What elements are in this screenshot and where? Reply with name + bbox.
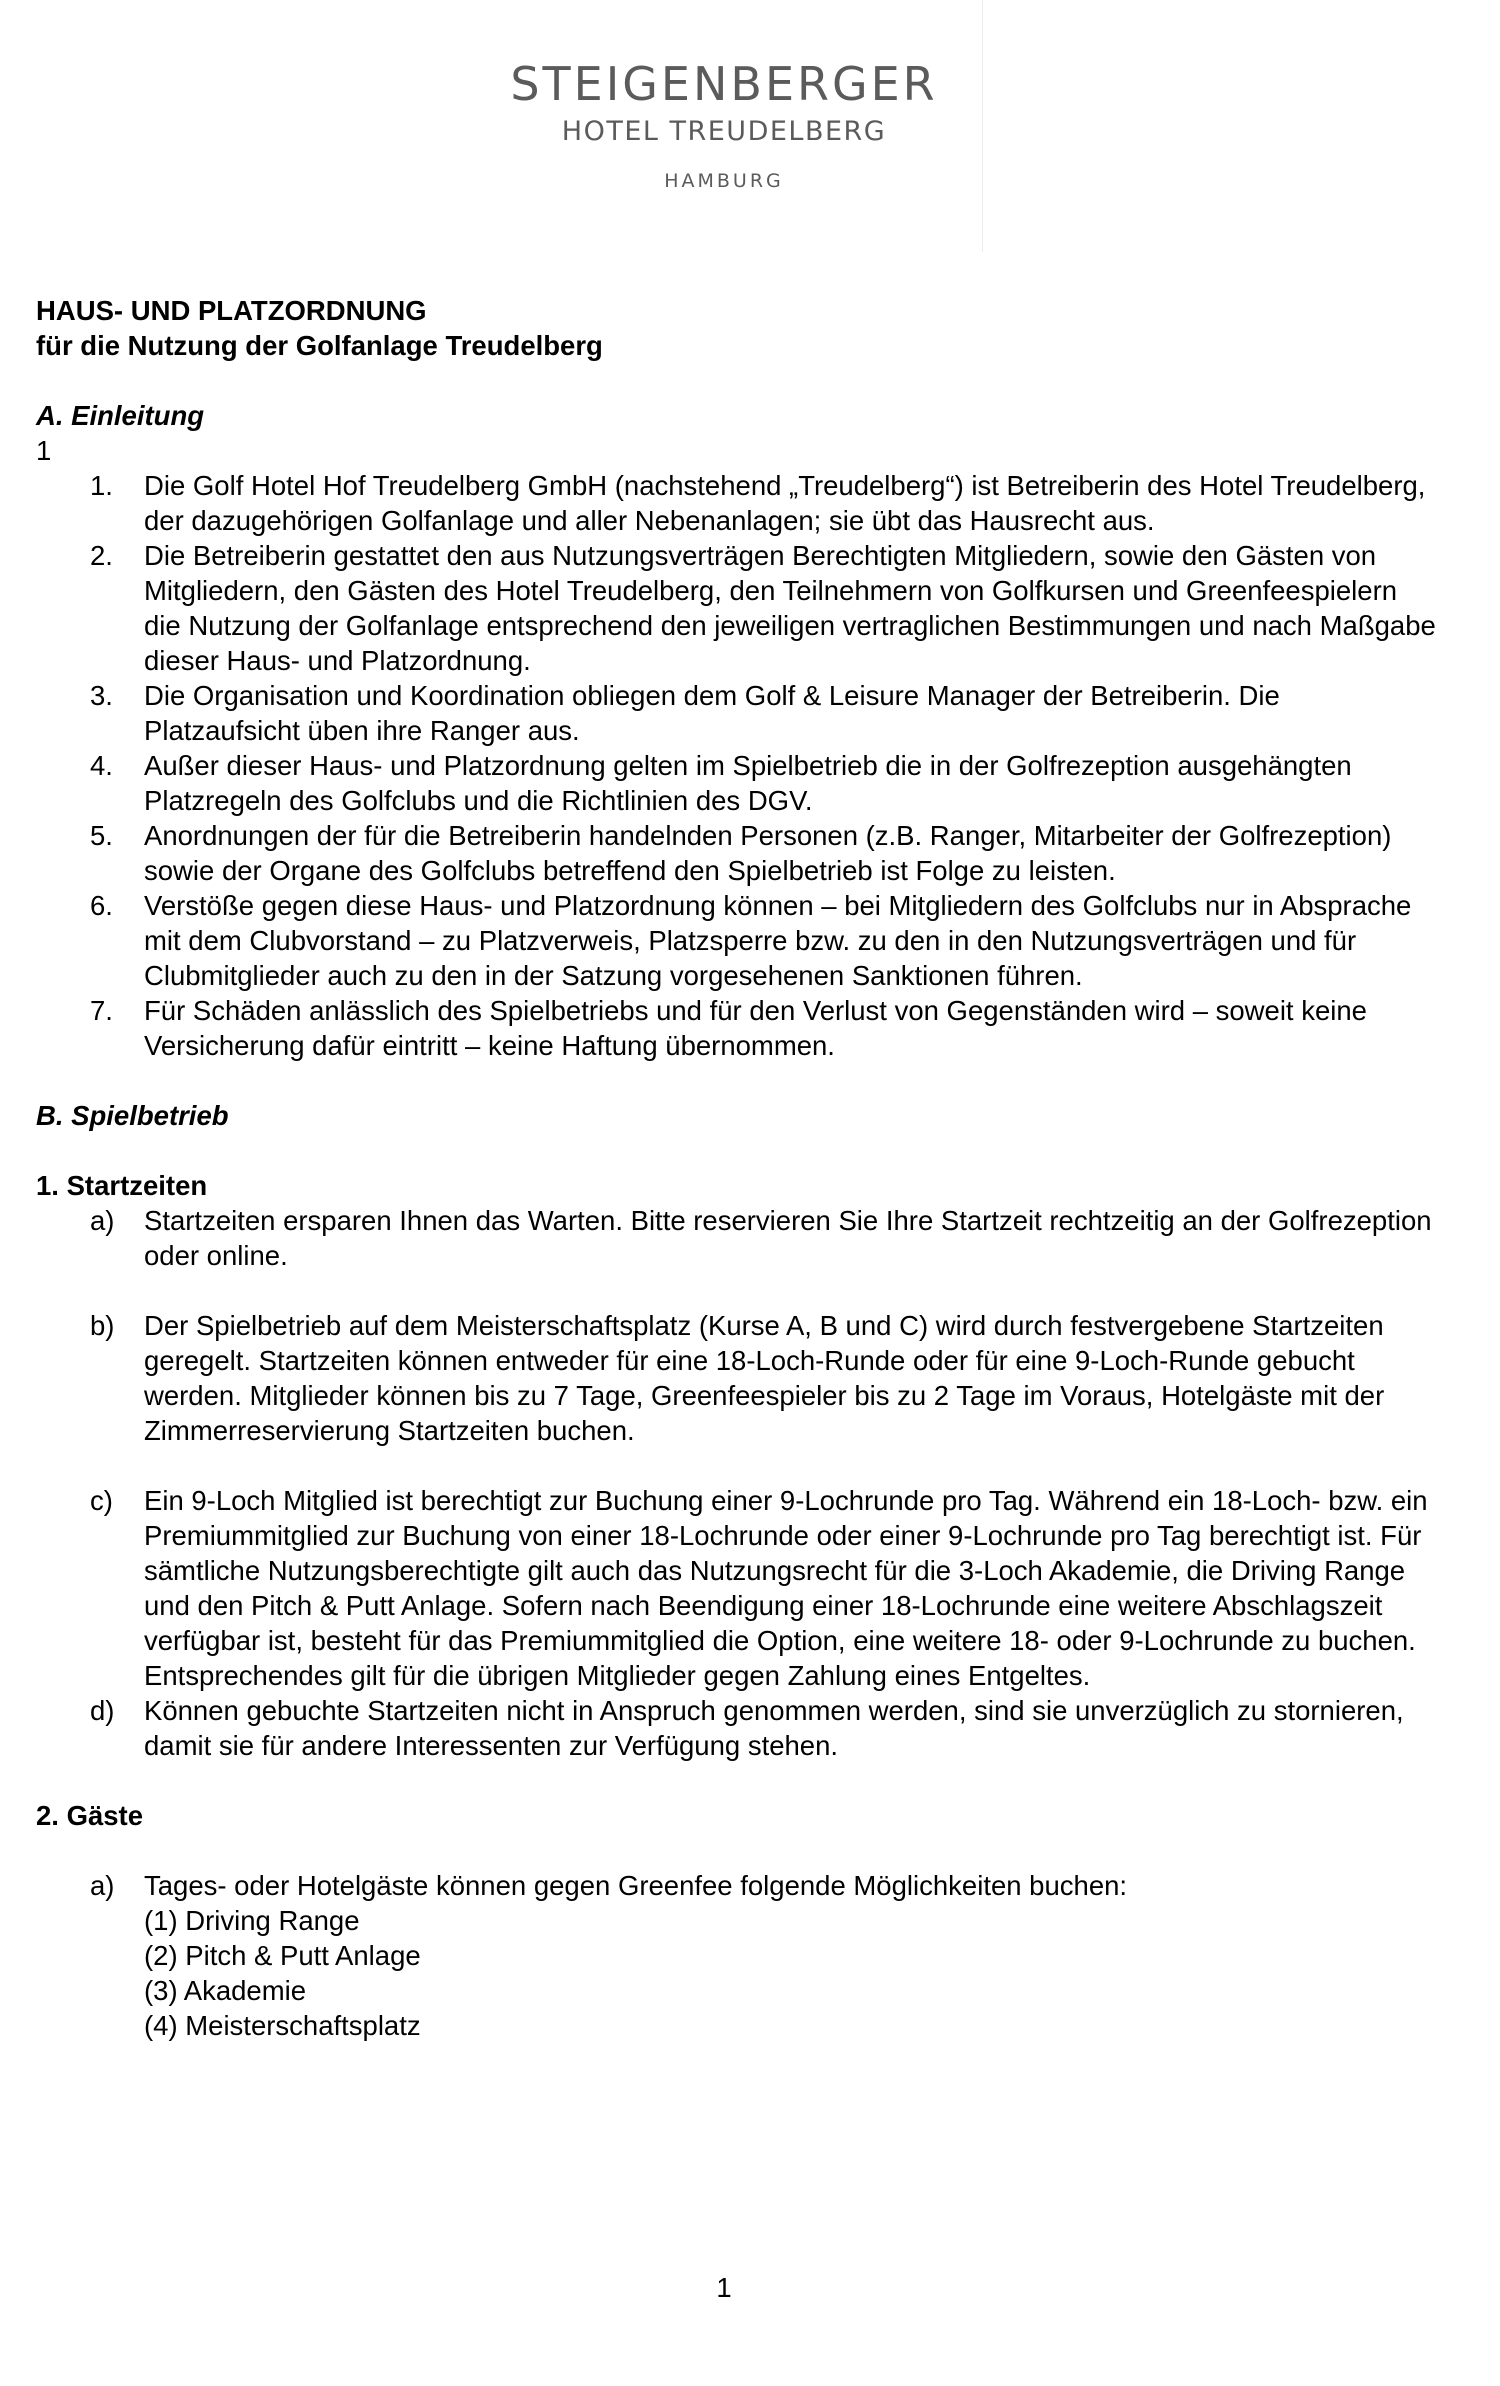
list-item-text: Verstöße gegen diese Haus- und Platzordnung können – bei Mitgliedern des Golfclubs nur in Absprache mit dem Clubvorstand – zu Platzverweis, Platzsperre bzw. zu den in den Nutzungsverträgen und für Clubmitglieder auch zu den in der Satzung vorgesehenen Sanktionen führen. [144, 890, 1412, 991]
list-marker: a) [90, 1870, 115, 1901]
list-item-text: Anordnungen der für die Betreiberin handelnden Personen (z.B. Ranger, Mitarbeiter der Golfrezeption) sowie der Organe des Golfclubs betreffend den Spielbetrieb ist Folge zu leisten. [144, 820, 1392, 886]
list-item [36, 538, 1436, 678]
booking-option: (1) Driving Range [144, 1905, 360, 1936]
stray-number: 1 [36, 435, 52, 466]
logo-brand: STEIGENBERGER [510, 57, 938, 111]
list-item-text [144, 1868, 1436, 2043]
steigenberger-logo [0, 56, 1448, 196]
list-marker: 6. [90, 890, 113, 921]
list-item [36, 1308, 1436, 1448]
list-item [36, 748, 1436, 818]
list-item-text: Außer dieser Haus- und Platzordnung gelten im Spielbetrieb die in der Golfrezeption ausgehängten Platzregeln des Golfclubs und die Richtlinien des DGV. [144, 750, 1352, 816]
list-item-text: Die Betreiberin gestattet den aus Nutzungsverträgen Berechtigten Mitgliedern, sowie den Gästen von Mitgliedern, den Gästen des Hotel Treudelberg, den Teilnehmern von Golfkursen und Greenfeespielern die Nutzung der Golfanlage entsprechend den jeweiligen vertraglichen Bestimmungen und nach Maßgabe dieser Haus- und Platzordnung. [144, 540, 1436, 676]
booking-option: (3) Akademie [144, 1975, 307, 2006]
list-item [36, 1868, 1436, 2043]
list-item-text: Der Spielbetrieb auf dem Meisterschaftsplatz (Kurse A, B und C) wird durch festvergebene Startzeiten geregelt. Startzeiten können entweder für eine 18-Loch-Runde oder für eine 9-Loch-Runde gebucht werden. Mitglieder können bis zu 7 Tage, Greenfeespieler bis zu 2 Tage im Voraus, Hotelgäste mit der Zimmerreservierung Startzeiten buchen. [144, 1310, 1385, 1446]
list-marker: 5. [90, 820, 113, 851]
list-marker: a) [90, 1205, 115, 1236]
list-item [36, 993, 1436, 1063]
list-item [36, 818, 1436, 888]
list-marker: c) [90, 1485, 113, 1516]
gaeste-heading: 2. Gäste [36, 1800, 144, 1831]
list-marker: 3. [90, 680, 113, 711]
startzeiten-heading: 1. Startzeiten [36, 1170, 208, 1201]
list-item-text: Die Golf Hotel Hof Treudelberg GmbH (nachstehend „Treudelberg“) ist Betreiberin des Hotel Treudelberg, der dazugehörigen Golfanlage und aller Nebenanlagen; sie übt das Hausrecht aus. [144, 470, 1426, 536]
document-title: HAUS- UND PLATZORDNUNG [36, 295, 427, 326]
gaeste-intro-text: Tages- oder Hotelgäste können gegen Greenfee folgende Möglichkeiten buchen: [144, 1870, 1128, 1901]
section-a-heading: A. Einleitung [36, 400, 205, 431]
section-b-heading: B. Spielbetrieb [36, 1100, 229, 1131]
list-marker: 4. [90, 750, 113, 781]
booking-option: (2) Pitch & Putt Anlage [144, 1940, 421, 1971]
list-item-text: Für Schäden anlässlich des Spielbetriebs und für den Verlust von Gegenständen wird – soweit keine Versicherung dafür eintritt – keine Haftung übernommen. [144, 995, 1367, 1061]
logo-hotel-name: HOTEL TREUDELBERG [561, 116, 887, 147]
logo-city: HAMBURG [664, 170, 784, 192]
list-marker: 2. [90, 540, 113, 571]
list-item-text: Startzeiten ersparen Ihnen das Warten. Bitte reservieren Sie Ihre Startzeit rechtzeitig an der Golfrezeption oder online. [144, 1205, 1432, 1271]
document-body [36, 293, 1436, 2043]
list-item [36, 1483, 1436, 1693]
list-marker: 7. [90, 995, 113, 1026]
list-item-text: Können gebuchte Startzeiten nicht in Anspruch genommen werden, sind sie unverzüglich zu stornieren, damit sie für andere Interessenten zur Verfügung stehen. [144, 1695, 1404, 1761]
page-number: 1 [716, 2272, 732, 2303]
list-item-text: Die Organisation und Koordination obliegen dem Golf & Leisure Manager der Betreiberin. Die Platzaufsicht üben ihre Ranger aus. [144, 680, 1280, 746]
list-item [36, 468, 1436, 538]
list-marker: 1. [90, 470, 113, 501]
list-item [36, 1693, 1436, 1763]
list-item [36, 1203, 1436, 1273]
list-marker: b) [90, 1310, 115, 1341]
list-item [36, 678, 1436, 748]
list-marker: d) [90, 1695, 115, 1726]
list-item [36, 888, 1436, 993]
document-subtitle: für die Nutzung der Golfanlage Treudelberg [36, 330, 603, 361]
list-item-text: Ein 9-Loch Mitglied ist berechtigt zur Buchung einer 9-Lochrunde pro Tag. Während ein 18-Loch- bzw. ein Premiummitglied zur Buchung von einer 18-Lochrunde oder einer 9-Lochrunde pro Tag berechtigt ist. Für sämtliche Nutzungsberechtigte gilt auch das Nutzungsrecht für die 3-Loch Akademie, die Driving Range und den Pitch & Putt Anlage. Sofern nach Beendigung einer 18-Lochrunde eine weitere Abschlagszeit verfügbar ist, besteht für das Premiummitglied die Option, eine weitere 18- oder 9-Lochrunde zu buchen. Entsprechendes gilt für die übrigen Mitglieder gegen Zahlung eines Entgeltes. [144, 1485, 1428, 1691]
booking-option: (4) Meisterschaftsplatz [144, 2010, 421, 2041]
